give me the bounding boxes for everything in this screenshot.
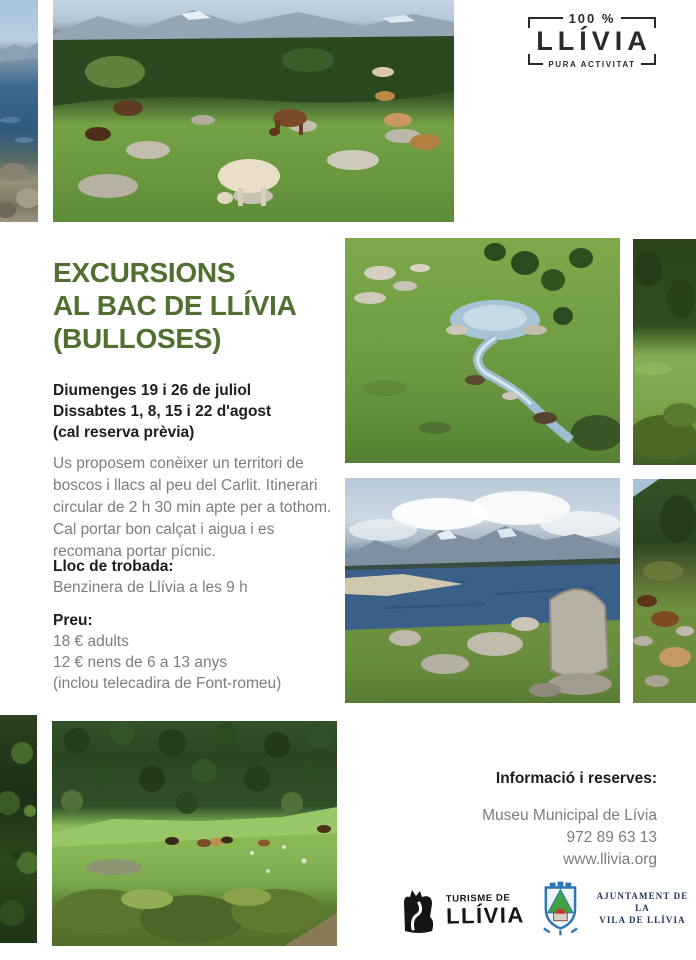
turisme-line: TURISME DE <box>445 892 511 905</box>
price-line: 18 € adults <box>53 633 129 650</box>
info-reservations-block <box>482 768 657 871</box>
price-label: Preu: <box>53 612 93 629</box>
price-line: (inclou telecadira de Font-romeu) <box>53 675 282 692</box>
photo-lake-boulders <box>345 478 620 703</box>
llivia-brand-logo <box>528 11 656 73</box>
info-venue: Museu Municipal de Lívia <box>482 807 657 824</box>
dates-block <box>53 380 271 443</box>
ajuntament-line: AJUNTAMENT DE LA <box>596 891 689 913</box>
price-block <box>53 610 281 694</box>
ajuntament-line: VILA DE LLÍVIA <box>599 915 686 925</box>
turisme-llivia-logo <box>399 885 525 935</box>
photo-horses-hillside <box>52 721 337 946</box>
photo-forest-strip <box>633 239 696 465</box>
title-line: (BULLOSES) <box>53 323 222 354</box>
info-phone: 972 89 63 13 <box>566 829 657 846</box>
dates-line: (cal reserva prèvia) <box>53 424 195 441</box>
title-line: EXCURSIONS <box>53 257 236 288</box>
turisme-line: LLÍVIA <box>445 901 525 929</box>
horse-shape <box>269 109 307 136</box>
brand-name: LLÍVIA <box>536 26 652 56</box>
turisme-llivia-wordmark <box>446 892 525 928</box>
ajuntament-llivia-logo <box>538 879 696 937</box>
info-label: Informació i reserves: <box>495 770 657 787</box>
poster-title <box>53 256 353 355</box>
price-line: 12 € nens de 6 a 13 anys <box>53 654 228 671</box>
title-line: AL BAC DE LLÍVIA <box>53 290 297 321</box>
brand-logo-top-frame <box>528 11 656 25</box>
dates-line: Dissabtes 1, 8, 15 i 22 d'agost <box>53 403 272 420</box>
frame-line <box>528 63 543 65</box>
brand-logo-bottom-frame <box>528 57 656 71</box>
meeting-point-label: Lloc de trobada: <box>53 558 174 575</box>
photo-cows-strip <box>633 479 696 703</box>
photo-cows-meadow <box>53 0 454 222</box>
info-website: www.llivia.org <box>563 851 657 868</box>
ajuntament-shield-icon <box>538 879 583 937</box>
description-paragraph: Us proposem conèixer un territori de boscos i llacs al peu del Carlit. Itinerari circular de 2 h 30 min apte per a tothom. Cal portar bon calçat i aigua i es recomana portar pícnic. <box>53 455 332 560</box>
photo-stream-meadow <box>345 238 620 463</box>
photo-pine-strip <box>0 715 37 943</box>
brand-tagline: PURA ACTIVITAT <box>548 59 636 69</box>
dates-line: Diumenges 19 i 26 de juliol <box>53 382 252 399</box>
frame-line <box>621 17 656 19</box>
turisme-llivia-mark-icon <box>399 885 439 935</box>
brand-percent-label: 100 % <box>568 10 616 26</box>
meeting-point-value: Benzinera de Llívia a les 9 h <box>53 579 248 596</box>
frame-line <box>528 17 563 19</box>
photo-lake-strip <box>0 0 38 222</box>
ajuntament-wordmark <box>589 890 696 926</box>
meeting-point-block <box>53 556 248 598</box>
frame-line <box>641 63 656 65</box>
